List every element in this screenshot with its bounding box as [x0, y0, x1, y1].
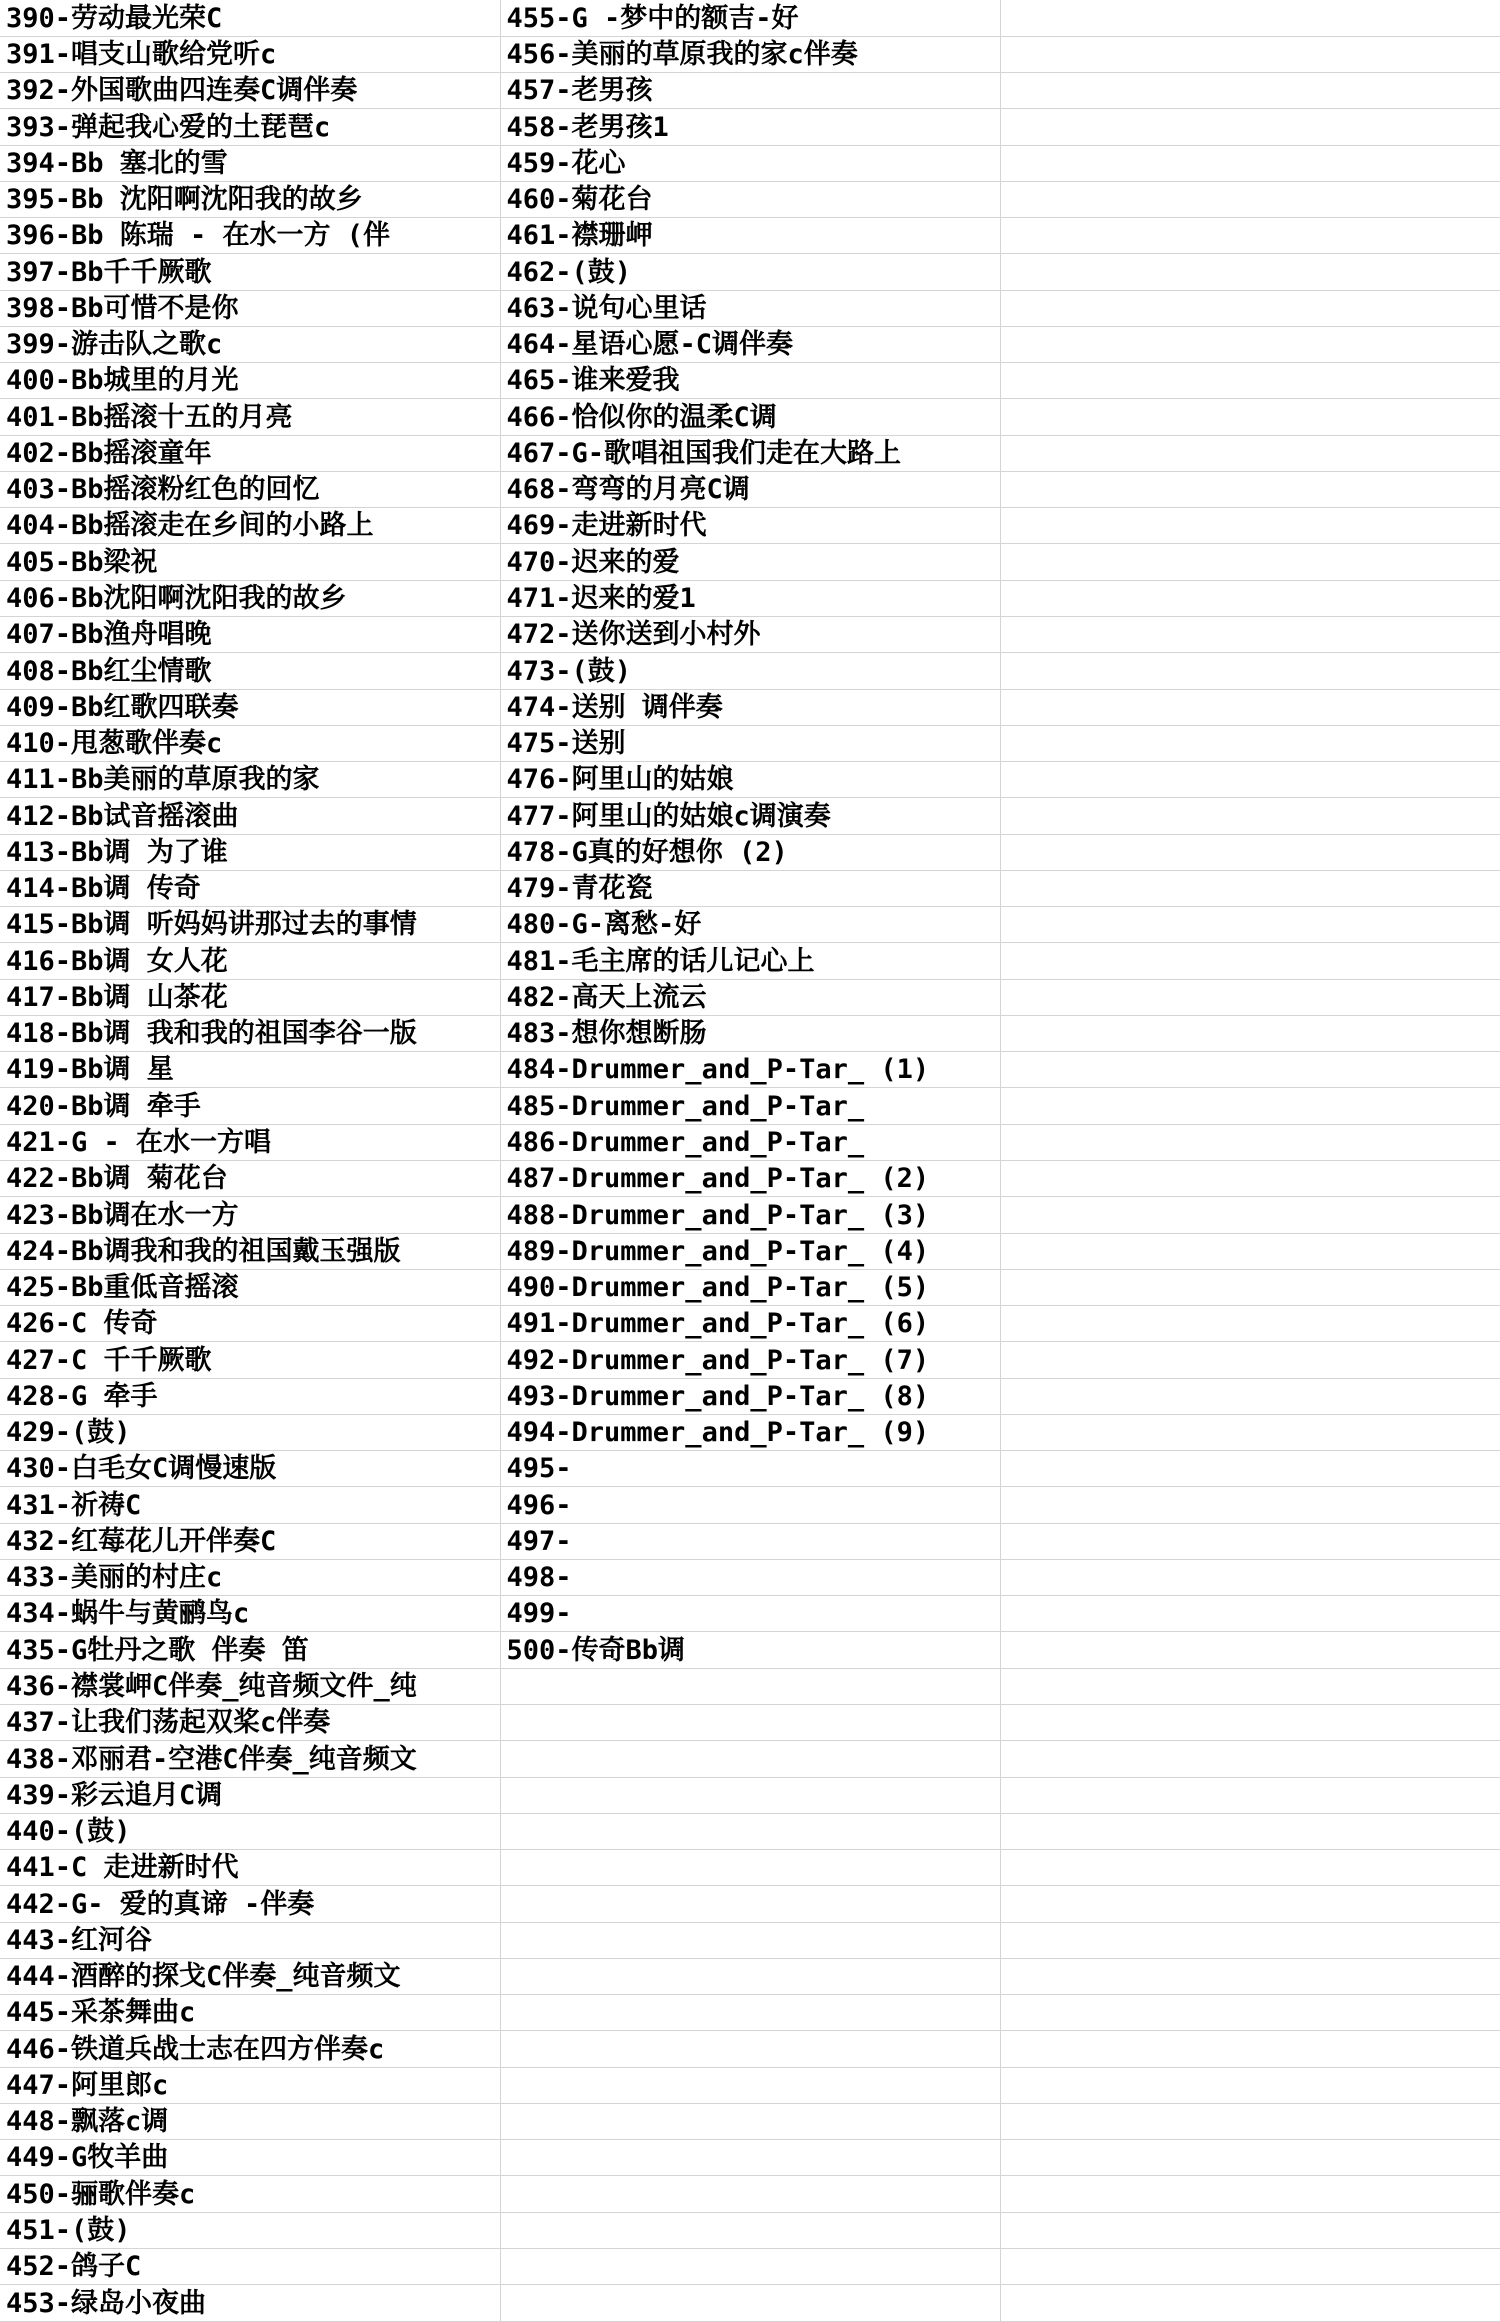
cell-column-b[interactable]: 470-迟来的爱: [500, 544, 1000, 580]
cell-column-a[interactable]: 404-Bb摇滚走在乡间的小路上: [0, 508, 500, 544]
cell-column-b[interactable]: [500, 2103, 1000, 2139]
cell-column-a[interactable]: 447-阿里郎c: [0, 2067, 500, 2103]
cell-column-b[interactable]: 461-襟珊岬: [500, 218, 1000, 254]
cell-column-a[interactable]: 418-Bb调 我和我的祖国李谷一版: [0, 1015, 500, 1051]
cell-column-a[interactable]: 453-绿岛小夜曲: [0, 2285, 500, 2322]
cell-column-b[interactable]: [500, 2067, 1000, 2103]
cell-column-c[interactable]: [1000, 1233, 1500, 1269]
cell-column-b[interactable]: 495-: [500, 1451, 1000, 1487]
cell-column-b[interactable]: 458-老男孩1: [500, 109, 1000, 145]
cell-column-a[interactable]: 435-G牡丹之歌 伴奏 笛: [0, 1632, 500, 1668]
cell-column-b[interactable]: [500, 1813, 1000, 1849]
cell-column-c[interactable]: [1000, 290, 1500, 326]
table-row: [0, 1487, 1500, 1523]
cell-column-c[interactable]: [1000, 1451, 1500, 1487]
cell-column-a[interactable]: 427-C 千千厥歌: [0, 1342, 500, 1378]
cell-column-b[interactable]: 466-恰似你的温柔C调: [500, 399, 1000, 435]
cell-column-b[interactable]: 489-Drummer_and_P-Tar_ (4): [500, 1233, 1000, 1269]
cell-column-b[interactable]: 481-毛主席的话儿记心上: [500, 943, 1000, 979]
cell-column-b[interactable]: 456-美丽的草原我的家c伴奏: [500, 36, 1000, 72]
cell-column-c[interactable]: [1000, 1995, 1500, 2031]
cell-column-a[interactable]: 403-Bb摇滚粉红色的回忆: [0, 471, 500, 507]
table-row: [0, 0, 1500, 36]
table-row: [0, 109, 1500, 145]
cell-column-c[interactable]: [1000, 1487, 1500, 1523]
cell-column-a[interactable]: 439-彩云追月C调: [0, 1777, 500, 1813]
table-row: [0, 363, 1500, 399]
cell-column-a[interactable]: 444-酒醉的探戈C伴奏_纯音频文: [0, 1958, 500, 1994]
cell-column-a[interactable]: 431-祈祷C: [0, 1487, 500, 1523]
cell-column-b[interactable]: [500, 1777, 1000, 1813]
table-row: [0, 36, 1500, 72]
table-row: [0, 2176, 1500, 2212]
cell-column-c[interactable]: [1000, 471, 1500, 507]
cell-column-c[interactable]: [1000, 1922, 1500, 1958]
cell-column-c[interactable]: [1000, 218, 1500, 254]
cell-column-b[interactable]: 479-青花瓷: [500, 870, 1000, 906]
table-row: [0, 1958, 1500, 1994]
table-row: [0, 73, 1500, 109]
table-row: [0, 2140, 1500, 2176]
cell-column-a[interactable]: 399-游击队之歌c: [0, 326, 500, 362]
table-row: [0, 1015, 1500, 1051]
cell-column-b[interactable]: 477-阿里山的姑娘c调演奏: [500, 798, 1000, 834]
cell-column-c[interactable]: [1000, 1958, 1500, 1994]
table-row: [0, 1777, 1500, 1813]
table-row: [0, 1124, 1500, 1160]
cell-column-a[interactable]: 448-飘落c调: [0, 2103, 500, 2139]
cell-column-a[interactable]: 425-Bb重低音摇滚: [0, 1269, 500, 1305]
table-row: [0, 471, 1500, 507]
cell-column-b[interactable]: [500, 2140, 1000, 2176]
table-row: [0, 1995, 1500, 2031]
table-row: [0, 689, 1500, 725]
cell-column-c[interactable]: [1000, 1015, 1500, 1051]
table-row: [0, 943, 1500, 979]
cell-column-b[interactable]: [500, 1741, 1000, 1777]
cell-column-a[interactable]: 408-Bb红尘情歌: [0, 653, 500, 689]
cell-column-c[interactable]: [1000, 725, 1500, 761]
cell-column-c[interactable]: [1000, 1197, 1500, 1233]
cell-column-a[interactable]: 395-Bb 沈阳啊沈阳我的故乡: [0, 181, 500, 217]
cell-column-a[interactable]: 441-C 走进新时代: [0, 1850, 500, 1886]
cell-column-b[interactable]: 469-走进新时代: [500, 508, 1000, 544]
cell-column-b[interactable]: 474-送别 调伴奏: [500, 689, 1000, 725]
cell-column-b[interactable]: 490-Drummer_and_P-Tar_ (5): [500, 1269, 1000, 1305]
cell-column-a[interactable]: 406-Bb沈阳啊沈阳我的故乡: [0, 580, 500, 616]
cell-column-c[interactable]: [1000, 1088, 1500, 1124]
cell-column-c[interactable]: [1000, 870, 1500, 906]
cell-column-a[interactable]: 421-G - 在水一方唱: [0, 1124, 500, 1160]
table-row: [0, 1850, 1500, 1886]
cell-column-a[interactable]: 393-弹起我心爱的土琵琶c: [0, 109, 500, 145]
cell-column-a[interactable]: 390-劳动最光荣C: [0, 0, 500, 36]
cell-column-c[interactable]: [1000, 1704, 1500, 1740]
cell-column-c[interactable]: [1000, 363, 1500, 399]
cell-column-a[interactable]: 426-C 传奇: [0, 1306, 500, 1342]
table-row: [0, 798, 1500, 834]
cell-column-c[interactable]: [1000, 617, 1500, 653]
cell-column-a[interactable]: 414-Bb调 传奇: [0, 870, 500, 906]
table-row: [0, 617, 1500, 653]
cell-column-c[interactable]: [1000, 834, 1500, 870]
cell-column-c[interactable]: [1000, 1052, 1500, 1088]
cell-column-b[interactable]: 455-G -梦中的额吉-好: [500, 0, 1000, 36]
cell-column-a[interactable]: 402-Bb摇滚童年: [0, 435, 500, 471]
table-row: [0, 1161, 1500, 1197]
cell-column-c[interactable]: [1000, 145, 1500, 181]
cell-column-b[interactable]: 468-弯弯的月亮C调: [500, 471, 1000, 507]
table-row: [0, 1269, 1500, 1305]
cell-column-b[interactable]: [500, 2212, 1000, 2248]
cell-column-a[interactable]: 423-Bb调在水一方: [0, 1197, 500, 1233]
table-row: [0, 2248, 1500, 2284]
cell-column-c[interactable]: [1000, 689, 1500, 725]
cell-column-b[interactable]: [500, 1886, 1000, 1922]
cell-column-a[interactable]: 445-采茶舞曲c: [0, 1995, 500, 2031]
cell-column-a[interactable]: 392-外国歌曲四连奏C调伴奏: [0, 73, 500, 109]
cell-column-b[interactable]: 475-送别: [500, 725, 1000, 761]
table-row: [0, 435, 1500, 471]
cell-column-a[interactable]: 394-Bb 塞北的雪: [0, 145, 500, 181]
cell-column-a[interactable]: 437-让我们荡起双桨c伴奏: [0, 1704, 500, 1740]
cell-column-c[interactable]: [1000, 1124, 1500, 1160]
cell-column-b[interactable]: 462-(鼓): [500, 254, 1000, 290]
cell-column-b[interactable]: 457-老男孩: [500, 73, 1000, 109]
cell-column-a[interactable]: 420-Bb调 牵手: [0, 1088, 500, 1124]
table-row: [0, 2067, 1500, 2103]
table-row: [0, 1523, 1500, 1559]
cell-column-c[interactable]: [1000, 653, 1500, 689]
cell-column-a[interactable]: 432-红莓花儿开伴奏C: [0, 1523, 500, 1559]
cell-column-b[interactable]: 483-想你想断肠: [500, 1015, 1000, 1051]
table-row: [0, 1414, 1500, 1450]
cell-column-c[interactable]: [1000, 1306, 1500, 1342]
table-row: [0, 1741, 1500, 1777]
table-row: [0, 2031, 1500, 2067]
cell-column-c[interactable]: [1000, 907, 1500, 943]
cell-column-a[interactable]: 433-美丽的村庄c: [0, 1559, 500, 1595]
cell-column-c[interactable]: [1000, 2031, 1500, 2067]
table-row: [0, 1451, 1500, 1487]
table-row: [0, 145, 1500, 181]
cell-column-b[interactable]: 499-: [500, 1596, 1000, 1632]
cell-column-b[interactable]: 486-Drummer_and_P-Tar_: [500, 1124, 1000, 1160]
cell-column-c[interactable]: [1000, 1741, 1500, 1777]
table-row: [0, 580, 1500, 616]
table-row: [0, 1704, 1500, 1740]
cell-column-c[interactable]: [1000, 2103, 1500, 2139]
cell-column-b[interactable]: 488-Drummer_and_P-Tar_ (3): [500, 1197, 1000, 1233]
cell-column-b[interactable]: 487-Drummer_and_P-Tar_ (2): [500, 1161, 1000, 1197]
table-row: [0, 979, 1500, 1015]
cell-column-b[interactable]: [500, 1850, 1000, 1886]
cell-column-c[interactable]: [1000, 0, 1500, 36]
cell-column-b[interactable]: [500, 2031, 1000, 2067]
cell-column-b[interactable]: 485-Drummer_and_P-Tar_: [500, 1088, 1000, 1124]
table-row: [0, 290, 1500, 326]
cell-column-a[interactable]: 438-邓丽君-空港C伴奏_纯音频文: [0, 1741, 500, 1777]
cell-column-c[interactable]: [1000, 1596, 1500, 1632]
table-row: [0, 1342, 1500, 1378]
cell-column-c[interactable]: [1000, 2067, 1500, 2103]
cell-column-a[interactable]: 440-(鼓): [0, 1813, 500, 1849]
cell-column-b[interactable]: 493-Drummer_and_P-Tar_ (8): [500, 1378, 1000, 1414]
cell-column-c[interactable]: [1000, 2212, 1500, 2248]
cell-column-c[interactable]: [1000, 2285, 1500, 2322]
cell-column-c[interactable]: [1000, 109, 1500, 145]
cell-column-b[interactable]: 498-: [500, 1559, 1000, 1595]
table-row: [0, 544, 1500, 580]
cell-column-a[interactable]: 451-(鼓): [0, 2212, 500, 2248]
table-row: [0, 725, 1500, 761]
table-row: [0, 399, 1500, 435]
cell-column-b[interactable]: 464-星语心愿-C调伴奏: [500, 326, 1000, 362]
table-row: [0, 870, 1500, 906]
cell-column-c[interactable]: [1000, 544, 1500, 580]
cell-column-c[interactable]: [1000, 2140, 1500, 2176]
cell-column-b[interactable]: 476-阿里山的姑娘: [500, 762, 1000, 798]
table-row: [0, 907, 1500, 943]
cell-column-b[interactable]: [500, 2248, 1000, 2284]
table-row: [0, 1197, 1500, 1233]
cell-column-c[interactable]: [1000, 435, 1500, 471]
cell-column-a[interactable]: 417-Bb调 山茶花: [0, 979, 500, 1015]
cell-column-a[interactable]: 430-白毛女C调慢速版: [0, 1451, 500, 1487]
cell-column-c[interactable]: [1000, 1813, 1500, 1849]
cell-column-c[interactable]: [1000, 1269, 1500, 1305]
cell-column-c[interactable]: [1000, 1523, 1500, 1559]
cell-column-c[interactable]: [1000, 1632, 1500, 1668]
table-row: [0, 1668, 1500, 1704]
cell-column-a[interactable]: 397-Bb千千厥歌: [0, 254, 500, 290]
cell-column-a[interactable]: 429-(鼓): [0, 1414, 500, 1450]
cell-column-c[interactable]: [1000, 1850, 1500, 1886]
table-row: [0, 326, 1500, 362]
cell-column-a[interactable]: 449-G牧羊曲: [0, 2140, 500, 2176]
cell-column-a[interactable]: 443-红河谷: [0, 1922, 500, 1958]
table-row: [0, 1886, 1500, 1922]
cell-column-a[interactable]: 434-蜗牛与黄鹂鸟c: [0, 1596, 500, 1632]
cell-column-b[interactable]: 491-Drummer_and_P-Tar_ (6): [500, 1306, 1000, 1342]
cell-column-c[interactable]: [1000, 1777, 1500, 1813]
cell-column-a[interactable]: 428-G 牵手: [0, 1378, 500, 1414]
cell-column-a[interactable]: 413-Bb调 为了谁: [0, 834, 500, 870]
table-row: [0, 254, 1500, 290]
cell-column-c[interactable]: [1000, 979, 1500, 1015]
cell-column-c[interactable]: [1000, 762, 1500, 798]
table-row: [0, 2285, 1500, 2322]
table-row: [0, 508, 1500, 544]
cell-column-c[interactable]: [1000, 1378, 1500, 1414]
cell-column-a[interactable]: 407-Bb渔舟唱晚: [0, 617, 500, 653]
cell-column-a[interactable]: 391-唱支山歌给党听c: [0, 36, 500, 72]
cell-column-c[interactable]: [1000, 326, 1500, 362]
cell-column-b[interactable]: [500, 1704, 1000, 1740]
cell-column-b[interactable]: 482-高天上流云: [500, 979, 1000, 1015]
table-row: [0, 834, 1500, 870]
table-row: [0, 1813, 1500, 1849]
cell-column-b[interactable]: 494-Drummer_and_P-Tar_ (9): [500, 1414, 1000, 1450]
cell-column-b[interactable]: [500, 1958, 1000, 1994]
cell-column-b[interactable]: [500, 2176, 1000, 2212]
table-row: [0, 1052, 1500, 1088]
table-row: [0, 2103, 1500, 2139]
cell-column-b[interactable]: [500, 1668, 1000, 1704]
cell-column-b[interactable]: 460-菊花台: [500, 181, 1000, 217]
cell-column-c[interactable]: [1000, 36, 1500, 72]
table-row: [0, 1306, 1500, 1342]
table-row: [0, 762, 1500, 798]
cell-column-b[interactable]: [500, 1995, 1000, 2031]
cell-column-a[interactable]: 416-Bb调 女人花: [0, 943, 500, 979]
cell-column-c[interactable]: [1000, 508, 1500, 544]
cell-column-c[interactable]: [1000, 580, 1500, 616]
table-row: [0, 1559, 1500, 1595]
table-row: [0, 2212, 1500, 2248]
cell-column-a[interactable]: 412-Bb试音摇滚曲: [0, 798, 500, 834]
cell-column-a[interactable]: 396-Bb 陈瑞 - 在水一方 (伴: [0, 218, 500, 254]
cell-column-c[interactable]: [1000, 2248, 1500, 2284]
cell-column-b[interactable]: 463-说句心里话: [500, 290, 1000, 326]
cell-column-c[interactable]: [1000, 943, 1500, 979]
cell-column-a[interactable]: 446-铁道兵战士志在四方伴奏c: [0, 2031, 500, 2067]
cell-column-a[interactable]: 436-襟裳岬C伴奏_纯音频文件_纯: [0, 1668, 500, 1704]
cell-column-a[interactable]: 452-鸽子C: [0, 2248, 500, 2284]
cell-column-a[interactable]: 419-Bb调 星: [0, 1052, 500, 1088]
table-row: [0, 1922, 1500, 1958]
cell-column-a[interactable]: 424-Bb调我和我的祖国戴玉强版: [0, 1233, 500, 1269]
cell-column-b[interactable]: 459-花心: [500, 145, 1000, 181]
cell-column-c[interactable]: [1000, 798, 1500, 834]
cell-column-c[interactable]: [1000, 254, 1500, 290]
cell-column-b[interactable]: 496-: [500, 1487, 1000, 1523]
cell-column-c[interactable]: [1000, 2176, 1500, 2212]
cell-column-b[interactable]: 497-: [500, 1523, 1000, 1559]
cell-column-c[interactable]: [1000, 181, 1500, 217]
cell-column-a[interactable]: 410-甩葱歌伴奏c: [0, 725, 500, 761]
table-row: [0, 181, 1500, 217]
cell-column-a[interactable]: 422-Bb调 菊花台: [0, 1161, 500, 1197]
cell-column-a[interactable]: 415-Bb调 听妈妈讲那过去的事情: [0, 907, 500, 943]
cell-column-b[interactable]: 500-传奇Bb调: [500, 1632, 1000, 1668]
cell-column-b[interactable]: [500, 2285, 1000, 2322]
cell-column-a[interactable]: 442-G- 爱的真谛 -伴奏: [0, 1886, 500, 1922]
cell-column-a[interactable]: 411-Bb美丽的草原我的家: [0, 762, 500, 798]
cell-column-b[interactable]: 467-G-歌唱祖国我们走在大路上: [500, 435, 1000, 471]
cell-column-b[interactable]: 465-谁来爱我: [500, 363, 1000, 399]
cell-column-b[interactable]: 480-G-离愁-好: [500, 907, 1000, 943]
cell-column-c[interactable]: [1000, 399, 1500, 435]
cell-column-c[interactable]: [1000, 1342, 1500, 1378]
cell-column-c[interactable]: [1000, 1886, 1500, 1922]
cell-column-b[interactable]: [500, 1922, 1000, 1958]
cell-column-b[interactable]: 473-(鼓): [500, 653, 1000, 689]
cell-column-c[interactable]: [1000, 73, 1500, 109]
cell-column-b[interactable]: 484-Drummer_and_P-Tar_ (1): [500, 1052, 1000, 1088]
cell-column-a[interactable]: 409-Bb红歌四联奏: [0, 689, 500, 725]
cell-column-a[interactable]: 400-Bb城里的月光: [0, 363, 500, 399]
cell-column-c[interactable]: [1000, 1161, 1500, 1197]
cell-column-a[interactable]: 398-Bb可惜不是你: [0, 290, 500, 326]
cell-column-b[interactable]: 471-迟来的爱1: [500, 580, 1000, 616]
table-row: [0, 1378, 1500, 1414]
cell-column-a[interactable]: 405-Bb梁祝: [0, 544, 500, 580]
cell-column-c[interactable]: [1000, 1414, 1500, 1450]
cell-column-b[interactable]: 472-送你送到小村外: [500, 617, 1000, 653]
table-row: [0, 1596, 1500, 1632]
table-row: [0, 218, 1500, 254]
table-row: [0, 1632, 1500, 1668]
cell-column-a[interactable]: 401-Bb摇滚十五的月亮: [0, 399, 500, 435]
cell-column-a[interactable]: 450-骊歌伴奏c: [0, 2176, 500, 2212]
table-row: [0, 653, 1500, 689]
cell-column-b[interactable]: 478-G真的好想你 (2): [500, 834, 1000, 870]
table-row: [0, 1088, 1500, 1124]
cell-column-b[interactable]: 492-Drummer_and_P-Tar_ (7): [500, 1342, 1000, 1378]
cell-column-c[interactable]: [1000, 1668, 1500, 1704]
table-row: [0, 1233, 1500, 1269]
cell-column-c[interactable]: [1000, 1559, 1500, 1595]
